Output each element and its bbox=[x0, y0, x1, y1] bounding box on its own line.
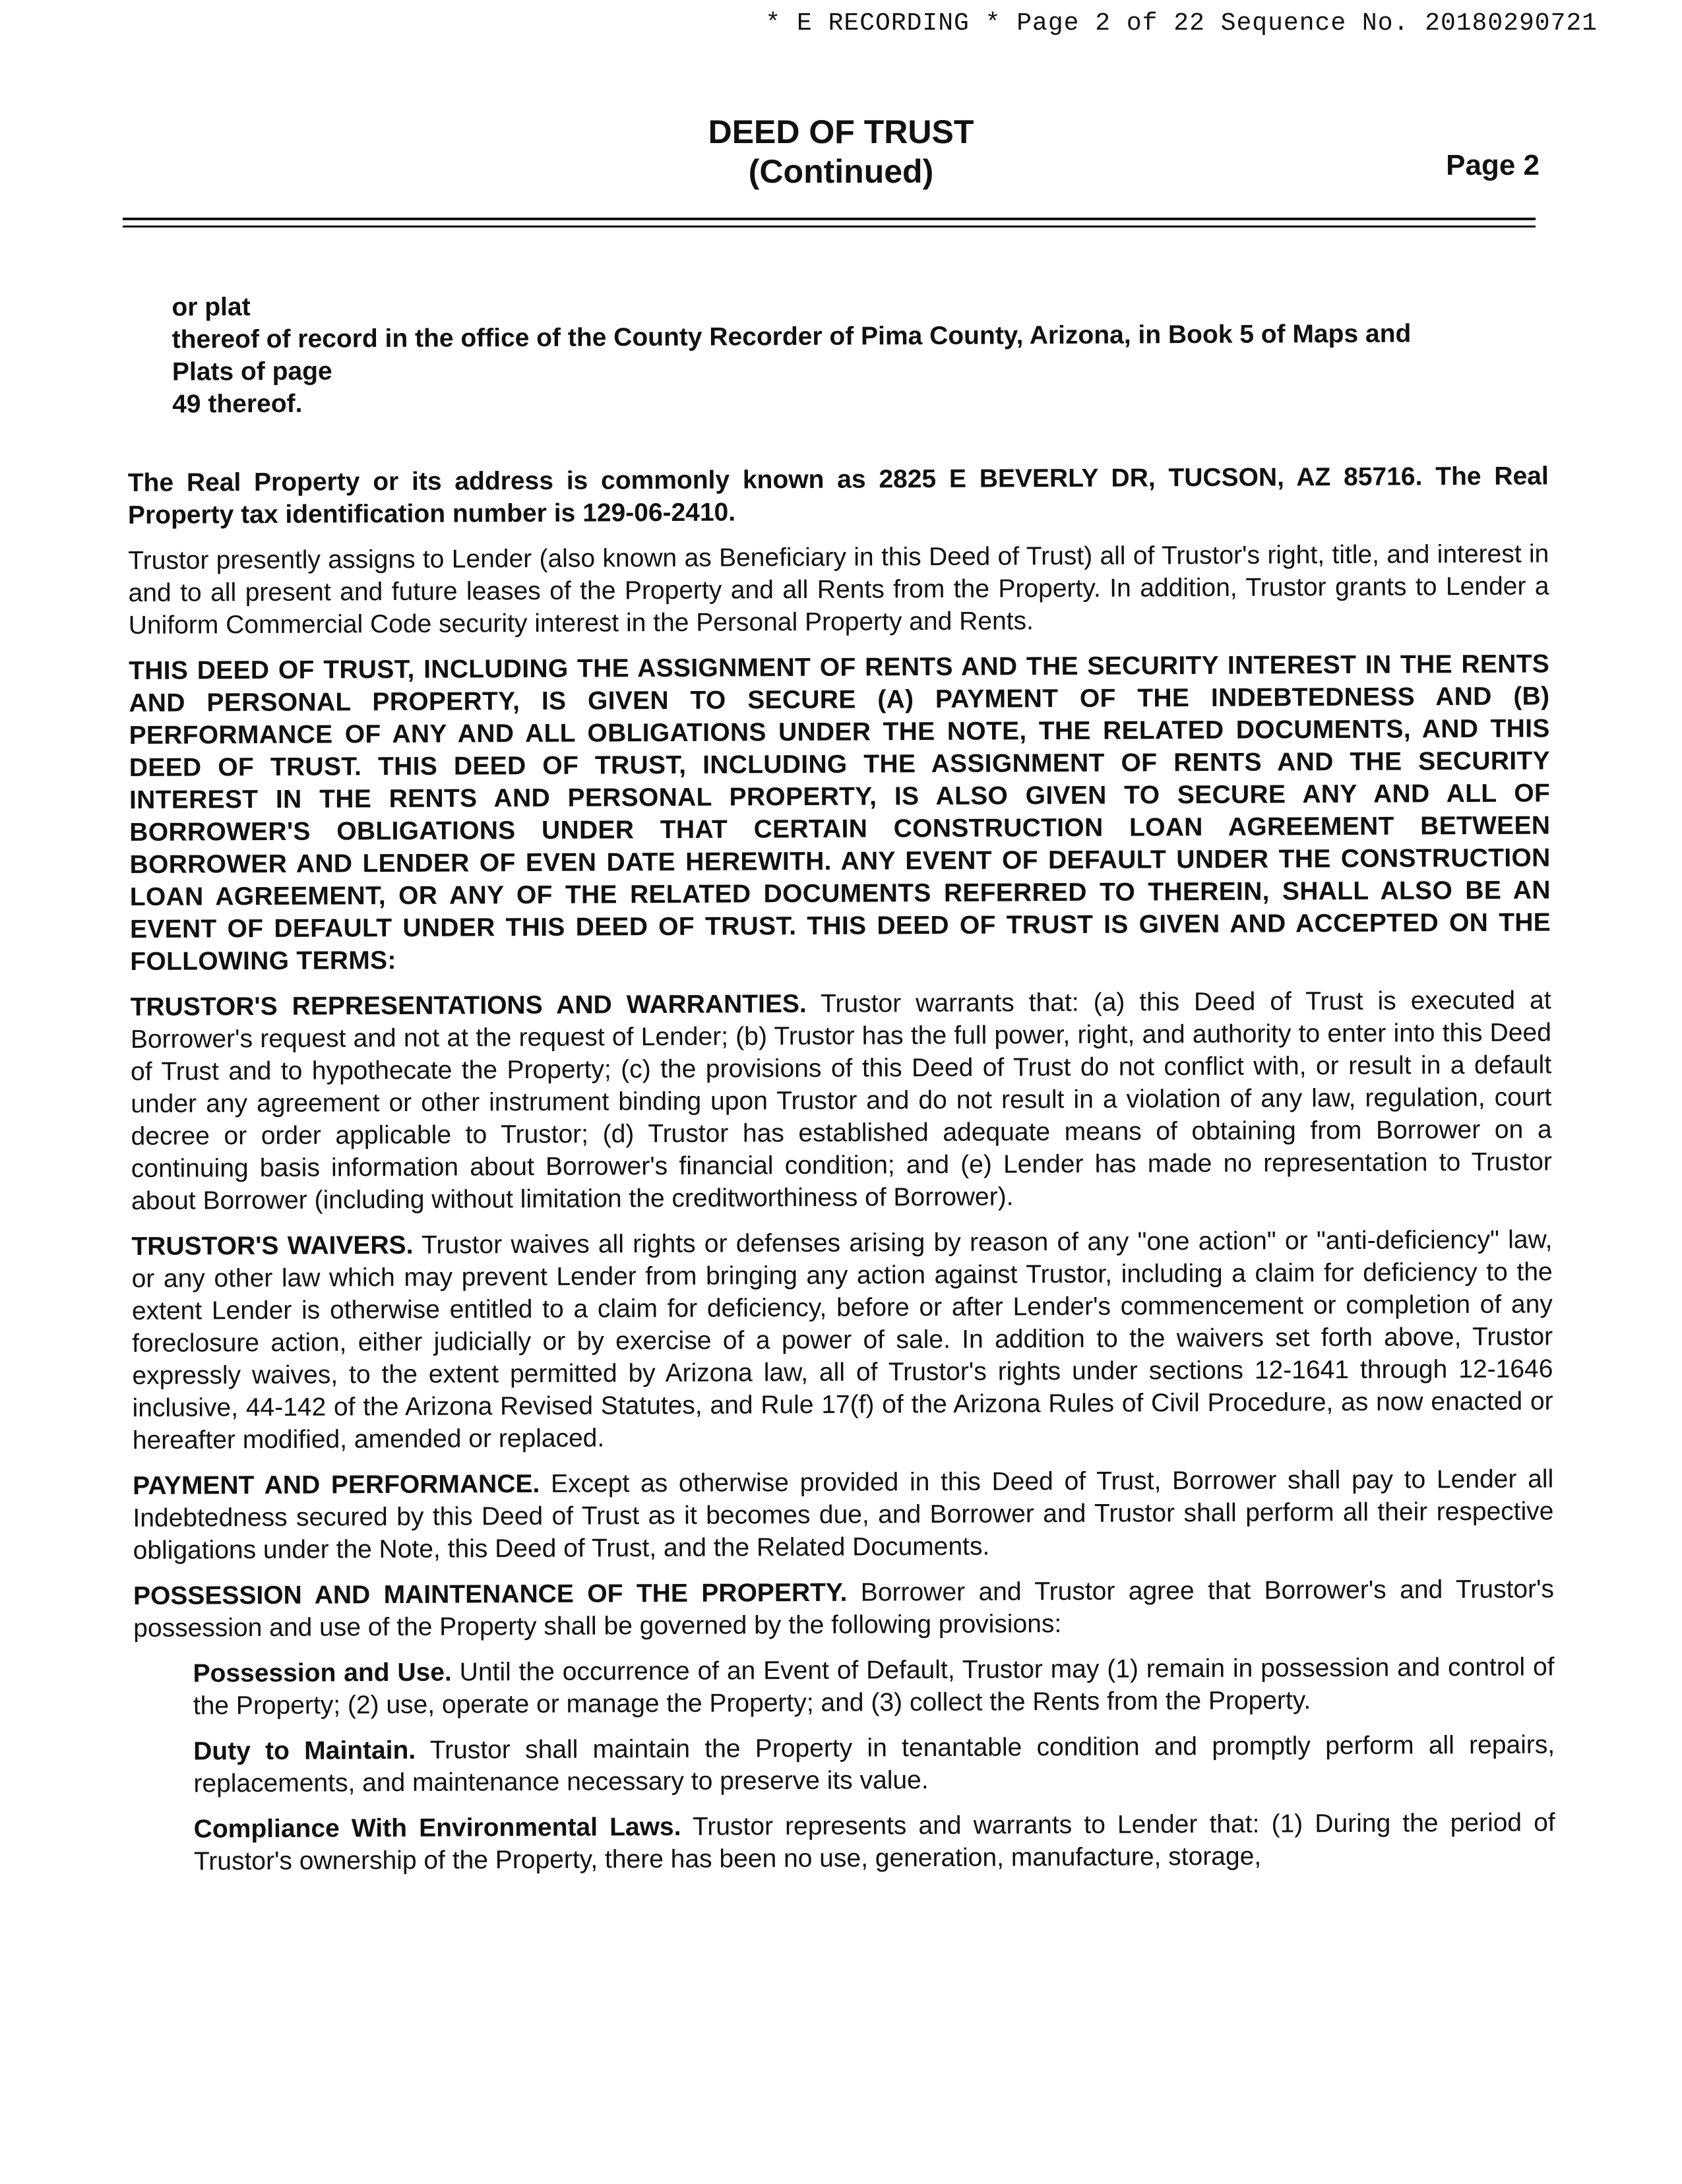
section-text: Trustor waives all rights or defenses arising by reason of any "one action" or "anti-deficiency" law, or any other law which may prevent Lender from bringing any action against Trustor, including a claim for deficiency to the extent Lender is otherwise entitled to a claim for deficiency, before or after Lender's commencement or completion of any foreclosure action, either judicially or by exercise of a power of sale. In addition to the waivers set forth above, Trustor expressly waives, to the extent permitted by Arizona law, all of Trustor's rights under sections 12-1641 through 12-1646 inclusive, 44-142 of the Arizona Revised Statutes, and Rule 17(f) of the Arizona Rules of Civil Procedure, as now enacted or hereafter modified, amended or replaced. bbox=[131, 1225, 1553, 1455]
security-paragraph: THIS DEED OF TRUST, INCLUDING THE ASSIGNMENT OF RENTS AND THE SECURITY INTEREST IN THE RENTS AND PERSONAL PROPERTY, IS GIVEN TO SECURE (A) PAYMENT OF THE INDEBTEDNESS AND (B) PERFORMANCE OF ANY AND ALL OBLIGATIONS UNDER THE NOTE, THE RELATED DOCUMENTS, AND THIS DEED OF TRUST. THIS DEED OF TRUST, INCLUDING THE ASSIGNMENT OF RENTS AND THE SECURITY INTEREST IN THE RENTS AND PERSONAL PROPERTY, IS ALSO GIVEN TO SECURE ANY AND ALL OF BORROWER'S OBLIGATIONS UNDER THAT CERTAIN CONSTRUCTION LOAN AGREEMENT BETWEEN BORROWER AND LENDER OF EVEN DATE HEREWITH. ANY EVENT OF DEFAULT UNDER THE CONSTRUCTION LOAN AGREEMENT, OR ANY OF THE RELATED DOCUMENTS REFERRED TO THEREIN, SHALL ALSO BE AN EVENT OF DEFAULT UNDER THIS DEED OF TRUST. THIS DEED OF TRUST IS GIVEN AND ACCEPTED ON THE FOLLOWING TERMS: bbox=[129, 650, 1551, 976]
subsection-possession-use bbox=[133, 1651, 1554, 1722]
section-possession bbox=[133, 1573, 1554, 1645]
section-representations bbox=[131, 984, 1553, 1217]
legal-line: thereof of record in the office of the County Recorder of Pima County, Arizona, in Book 5 of Maps and bbox=[171, 319, 1412, 354]
tax-id: 129-06-2410. bbox=[582, 498, 736, 528]
subsection-text: Trustor shall maintain the Property in tenantable condition and promptly perform all repairs, replacements, and maintenance necessary to preserve its value. bbox=[193, 1730, 1555, 1798]
property-address-paragraph bbox=[128, 460, 1549, 531]
document-body bbox=[127, 238, 1555, 1891]
subsection-text: Until the occurrence of an Event of Default, Trustor may (1) remain in possession and control of the Property; (2) use, operate or manage the Property; and (3) collect the Rents from the Property. bbox=[193, 1653, 1555, 1720]
legal-description bbox=[127, 238, 1547, 245]
subsection-environmental bbox=[135, 1806, 1555, 1878]
subsection-duty-maintain bbox=[134, 1728, 1555, 1800]
assignment-paragraph: Trustor presently assigns to Lender (also known as Beneficiary in this Deed of Trust) all of Trustor's right, title, and interest in and to all present and future leases of the Property and all Rents from the Property. In addition, Trustor grants to Lender a Uniform Commercial Code security interest in the Personal Property and Rents. bbox=[128, 539, 1549, 640]
section-heading: POSSESSION AND MAINTENANCE OF THE PROPERTY. bbox=[133, 1578, 848, 1610]
section-payment bbox=[133, 1463, 1554, 1567]
tax-id-lead: The Real Property tax identification number is bbox=[127, 462, 1549, 530]
header-divider-top bbox=[123, 218, 1536, 220]
document-subtitle: (Continued) bbox=[748, 153, 934, 190]
document-title: DEED OF TRUST bbox=[708, 113, 974, 150]
legal-line: Plats of page bbox=[171, 357, 332, 386]
section-text: Trustor warrants that: (a) this Deed of Trust is executed at Borrower's request and not at the request of Lender; (b) Trustor has the full power, right, and authority to enter into this Deed of Trust and to hypothecate the Property; (c) the provisions of this Deed of Trust do not conflict with, or result in a default under any agreement or other instrument binding upon Trustor and do not result in a violation of any law, regulation, court decree or order applicable to Trustor; (d) Trustor has established adequate means of obtaining from Borrower on a continuing basis information about Borrower's financial condition; and (e) Lender has made no representation to Trustor about Borrower (including without limitation the creditworthiness of Borrower). bbox=[130, 986, 1552, 1215]
property-address-lead: The Real Property or its address is commonly known as bbox=[127, 465, 866, 497]
subsection-text: Trustor represents and warrants to Lender that: (1) During the period of Trustor's ownership of the Property, there has been no use, generation, manufacture, storage, bbox=[193, 1808, 1555, 1876]
section-heading: TRUSTOR'S REPRESENTATIONS AND WARRANTIES. bbox=[130, 989, 807, 1021]
section-text: Except as otherwise provided in this Deed of Trust, Borrower shall pay to Lender all Indebtedness secured by this Deed of Trust as it becomes due, and Borrower and Trustor shall perform all their respective obligations under the Note, this Deed of Trust, and the Related Documents. bbox=[133, 1465, 1554, 1565]
header-divider-bottom bbox=[123, 226, 1536, 228]
section-waivers bbox=[131, 1223, 1553, 1457]
section-heading: PAYMENT AND PERFORMANCE. bbox=[133, 1469, 540, 1500]
subsection-heading: Possession and Use. bbox=[193, 1658, 452, 1688]
legal-line: 49 thereof. bbox=[172, 389, 303, 419]
subsection-heading: Duty to Maintain. bbox=[193, 1736, 416, 1766]
section-heading: TRUSTOR'S WAIVERS. bbox=[131, 1230, 414, 1261]
document-title-block bbox=[0, 112, 1682, 191]
recording-header: * E RECORDING * Page 2 of 22 Sequence No. 20180290721 bbox=[765, 9, 1598, 38]
page-number: Page 2 bbox=[1446, 149, 1540, 181]
section-text: Borrower and Trustor agree that Borrower's and Trustor's possession and use of the Property shall be governed by the following provisions: bbox=[133, 1575, 1555, 1643]
property-address: 2825 E BEVERLY DR, TUCSON, AZ 85716. bbox=[879, 462, 1423, 494]
legal-line: or plat bbox=[171, 293, 251, 322]
subsection-heading: Compliance With Environmental Laws. bbox=[193, 1812, 681, 1844]
